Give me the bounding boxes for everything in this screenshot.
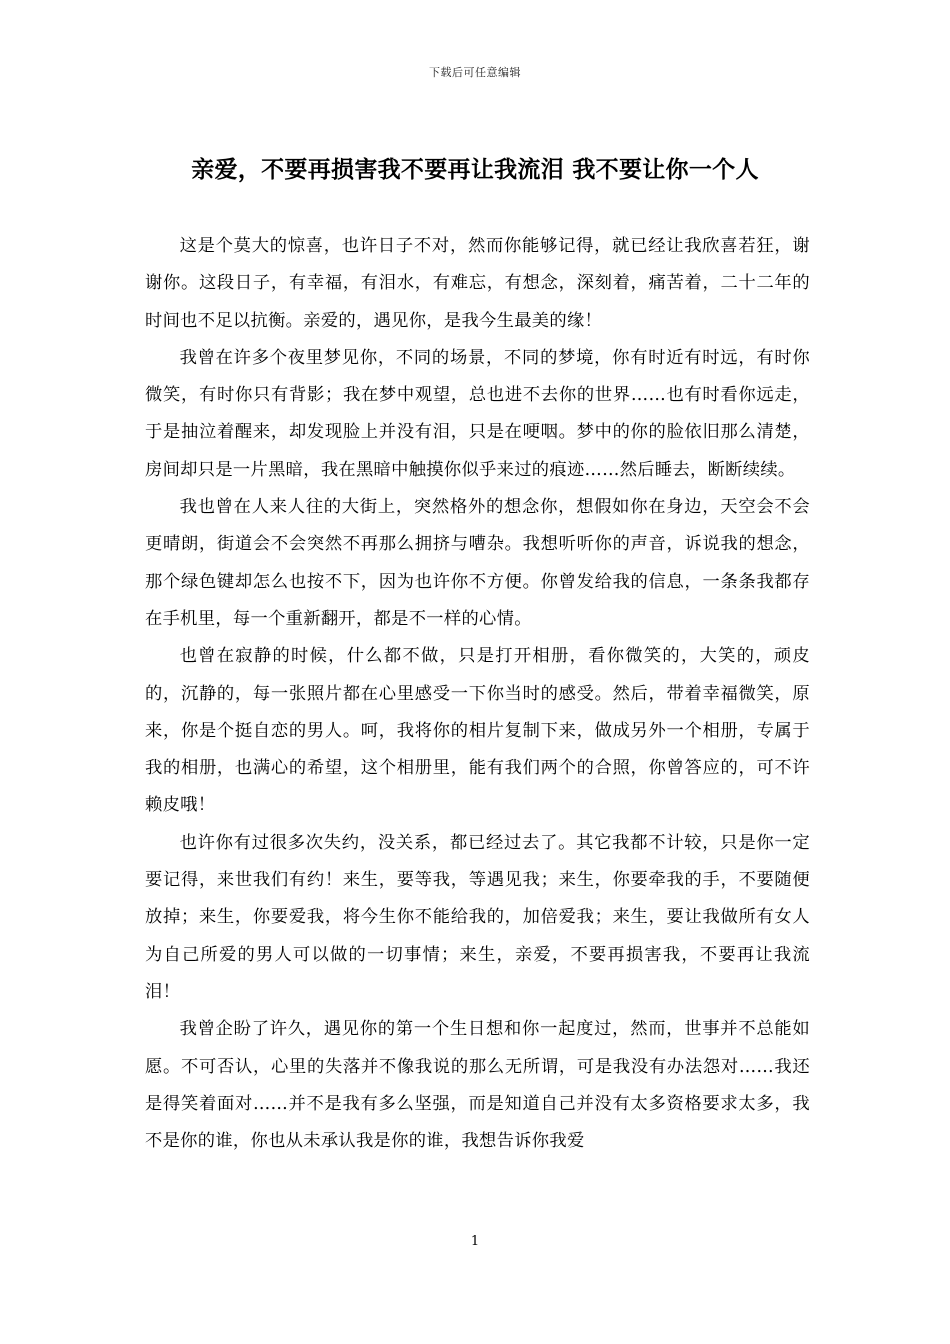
document-title: 亲爱，不要再损害我不要再让我流泪 我不要让你一个人: [191, 156, 759, 183]
page-number: 1: [470, 1234, 480, 1249]
page-header-note: 下载后可任意编辑: [429, 66, 521, 79]
paragraph-3: 我也曾在人来人往的大街上，突然格外的想念你，想假如你在身边，天空会不会更晴朗，街道会不会突然不再那么拥挤与嘈杂。我想听听你的声音，诉说我的想念，那个绿色键却怎么也按不下，因为也许你不方便。你曾发给我的信息，一条条我都存在手机里，每一个重新翻开，都是不一样的心情。: [145, 497, 810, 629]
paragraph-2: 我曾在许多个夜里梦见你，不同的场景，不同的梦境，你有时近有时远，有时你微笑，有时你只有背影；我在梦中观望，总也进不去你的世界……也有时看你远走，于是抽泣着醒来，却发现脸上并没有泪，只是在哽咽。梦中的你的脸依旧那么清楚，房间却只是一片黑暗，我在黑暗中触摸你似乎来过的痕迹……然后睡去，断断续续。: [145, 347, 810, 480]
paragraph-6: 我曾企盼了许久，遇见你的第一个生日想和你一起度过，然而，世事并不总能如愿。不可否认，心里的失落并不像我说的那么无所谓，可是我没有办法怨对……我还是得笑着面对……并不是我有多么坚强，而是知道自己并没有太多资格要求太多，我不是你的谁，你也从未承认我是你的谁，我想告诉你我爱: [145, 1019, 810, 1152]
paragraph-4: 也曾在寂静的时候，什么都不做，只是打开相册，看你微笑的，大笑的，顽皮的，沉静的，每一张照片都在心里感受一下你当时的感受。然后，带着幸福微笑，原来，你是个挺自恋的男人。呵，我将你的相片复制下来，做成另外一个相册，专属于我的相册，也满心的希望，这个相册里，能有我们两个的合照，你曾答应的，可不许赖皮哦！: [145, 646, 810, 816]
document-body: [145, 228, 810, 1160]
paragraph-5: 也许你有过很多次失约，没关系，都已经过去了。其它我都不计较，只是你一定要记得，来世我们有约！来生，要等我，等遇见我；来生，你要牵我的手，不要随便放掉；来生，你要爱我，将今生你不能给我的，加倍爱我；来生，要让我做所有女人为自己所爱的男人可以做的一切事情；来生，亲爱，不要再损害我，不要再让我流泪！: [145, 832, 810, 1002]
paragraph-1: 这是个莫大的惊喜，也许日子不对，然而你能够记得，就已经让我欣喜若狂，谢谢你。这段日子，有幸福，有泪水，有难忘，有想念，深刻着，痛苦着，二十二年的时间也不足以抗衡。亲爱的，遇见你，是我今生最美的缘！: [145, 236, 810, 331]
